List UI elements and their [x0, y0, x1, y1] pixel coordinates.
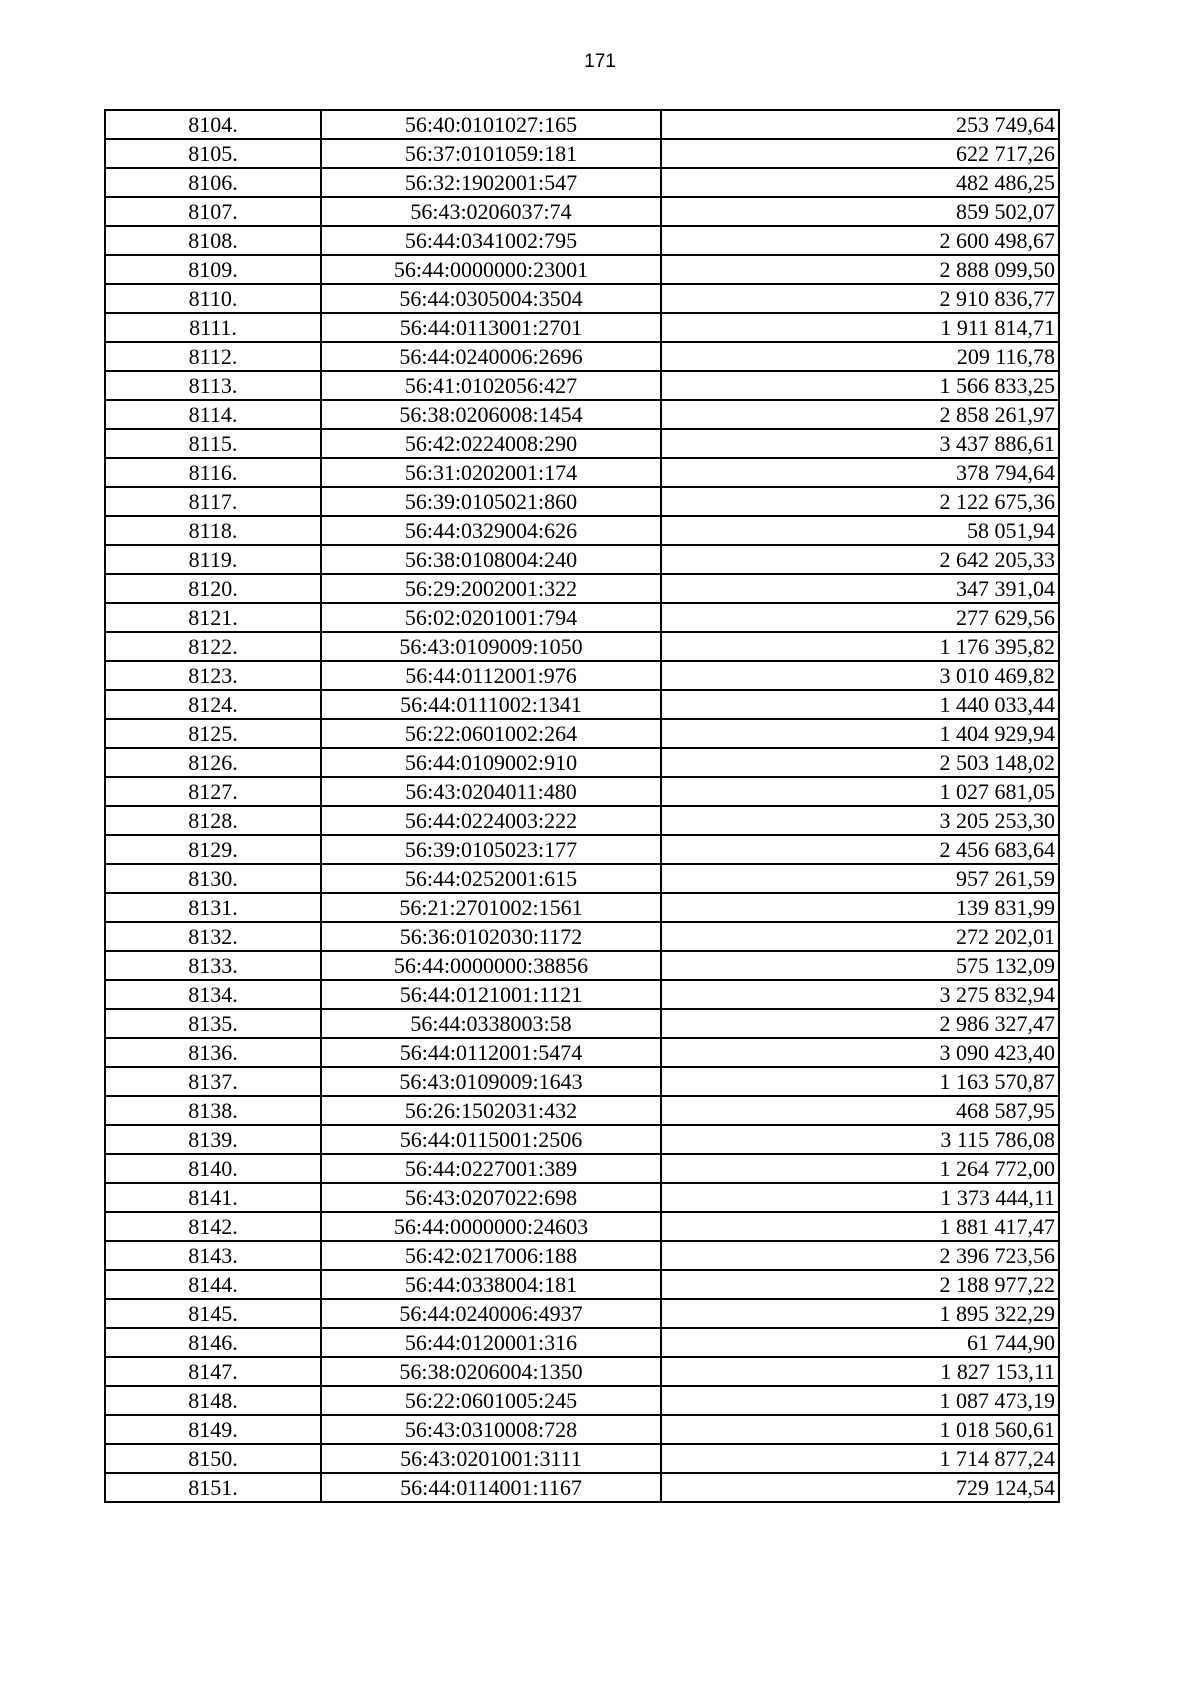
cadastral-number-cell: 56:44:0112001:976	[321, 661, 661, 690]
row-number-cell: 8110.	[105, 284, 321, 313]
row-number-cell: 8113.	[105, 371, 321, 400]
cadastral-number-cell: 56:36:0102030:1172	[321, 922, 661, 951]
table-row	[105, 1386, 1059, 1415]
row-number-cell: 8135.	[105, 1009, 321, 1038]
table-row	[105, 719, 1059, 748]
table-row	[105, 893, 1059, 922]
row-number-cell: 8130.	[105, 864, 321, 893]
row-number-cell: 8136.	[105, 1038, 321, 1067]
row-number-cell: 8146.	[105, 1328, 321, 1357]
row-number-cell: 8104.	[105, 110, 321, 139]
row-number-cell: 8127.	[105, 777, 321, 806]
row-number-cell: 8142.	[105, 1212, 321, 1241]
table-row	[105, 516, 1059, 545]
table-row	[105, 632, 1059, 661]
row-number-cell: 8114.	[105, 400, 321, 429]
cadastral-value-cell: 859 502,07	[661, 197, 1059, 226]
cadastral-number-cell: 56:44:0114001:1167	[321, 1473, 661, 1502]
table-row	[105, 429, 1059, 458]
cadastral-value-cell: 2 396 723,56	[661, 1241, 1059, 1270]
row-number-cell: 8131.	[105, 893, 321, 922]
cadastral-value-cell: 1 373 444,11	[661, 1183, 1059, 1212]
row-number-cell: 8108.	[105, 226, 321, 255]
row-number-cell: 8125.	[105, 719, 321, 748]
table-row	[105, 400, 1059, 429]
cadastral-value-cell: 2 858 261,97	[661, 400, 1059, 429]
cadastral-number-cell: 56:41:0102056:427	[321, 371, 661, 400]
cadastral-number-cell: 56:44:0252001:615	[321, 864, 661, 893]
cadastral-value-cell: 378 794,64	[661, 458, 1059, 487]
cadastral-value-cell: 253 749,64	[661, 110, 1059, 139]
cadastral-number-cell: 56:43:0310008:728	[321, 1415, 661, 1444]
table-row	[105, 313, 1059, 342]
cadastral-number-cell: 56:43:0207022:698	[321, 1183, 661, 1212]
row-number-cell: 8118.	[105, 516, 321, 545]
cadastral-number-cell: 56:44:0305004:3504	[321, 284, 661, 313]
cadastral-value-cell: 2 122 675,36	[661, 487, 1059, 516]
cadastral-number-cell: 56:39:0105023:177	[321, 835, 661, 864]
cadastral-number-cell: 56:32:1902001:547	[321, 168, 661, 197]
table-row	[105, 1125, 1059, 1154]
table-row	[105, 1241, 1059, 1270]
cadastral-number-cell: 56:43:0204011:480	[321, 777, 661, 806]
cadastral-value-cell: 1 895 322,29	[661, 1299, 1059, 1328]
row-number-cell: 8132.	[105, 922, 321, 951]
table-row	[105, 1067, 1059, 1096]
row-number-cell: 8133.	[105, 951, 321, 980]
cadastral-number-cell: 56:44:0111002:1341	[321, 690, 661, 719]
cadastral-value-cell: 3 010 469,82	[661, 661, 1059, 690]
table-row	[105, 139, 1059, 168]
table-row	[105, 1096, 1059, 1125]
table-row	[105, 951, 1059, 980]
cadastral-number-cell: 56:38:0206008:1454	[321, 400, 661, 429]
cadastral-number-cell: 56:44:0329004:626	[321, 516, 661, 545]
cadastral-value-cell: 1 881 417,47	[661, 1212, 1059, 1241]
cadastral-value-cell: 1 087 473,19	[661, 1386, 1059, 1415]
cadastral-number-cell: 56:37:0101059:181	[321, 139, 661, 168]
cadastral-value-cell: 468 587,95	[661, 1096, 1059, 1125]
cadastral-number-cell: 56:44:0240006:2696	[321, 342, 661, 371]
cadastral-value-cell: 2 503 148,02	[661, 748, 1059, 777]
cadastral-number-cell: 56:44:0000000:24603	[321, 1212, 661, 1241]
table-row	[105, 284, 1059, 313]
cadastral-value-cell: 209 116,78	[661, 342, 1059, 371]
table-row	[105, 922, 1059, 951]
row-number-cell: 8145.	[105, 1299, 321, 1328]
cadastral-number-cell: 56:02:0201001:794	[321, 603, 661, 632]
table-row	[105, 1154, 1059, 1183]
table-row	[105, 342, 1059, 371]
table-row	[105, 168, 1059, 197]
table-row	[105, 1009, 1059, 1038]
cadastral-value-cell: 1 911 814,71	[661, 313, 1059, 342]
row-number-cell: 8129.	[105, 835, 321, 864]
table-row	[105, 110, 1059, 139]
cadastral-value-cell: 1 440 033,44	[661, 690, 1059, 719]
table-row	[105, 777, 1059, 806]
cadastral-value-cell: 1 264 772,00	[661, 1154, 1059, 1183]
cadastral-value-cell: 58 051,94	[661, 516, 1059, 545]
table-row	[105, 545, 1059, 574]
table-row	[105, 1473, 1059, 1502]
row-number-cell: 8107.	[105, 197, 321, 226]
cadastral-value-cell: 1 163 570,87	[661, 1067, 1059, 1096]
cadastral-number-cell: 56:43:0109009:1050	[321, 632, 661, 661]
row-number-cell: 8123.	[105, 661, 321, 690]
cadastral-number-cell: 56:22:0601005:245	[321, 1386, 661, 1415]
cadastral-value-cell: 3 275 832,94	[661, 980, 1059, 1009]
cadastral-number-cell: 56:39:0105021:860	[321, 487, 661, 516]
table-row	[105, 255, 1059, 284]
cadastral-value-cell: 1 027 681,05	[661, 777, 1059, 806]
row-number-cell: 8117.	[105, 487, 321, 516]
cadastral-number-cell: 56:38:0108004:240	[321, 545, 661, 574]
row-number-cell: 8111.	[105, 313, 321, 342]
cadastral-number-cell: 56:38:0206004:1350	[321, 1357, 661, 1386]
table-row	[105, 980, 1059, 1009]
cadastral-number-cell: 56:44:0338003:58	[321, 1009, 661, 1038]
page-number: 171	[584, 51, 616, 72]
table-row	[105, 1038, 1059, 1067]
table-row	[105, 1183, 1059, 1212]
cadastral-value-cell: 3 115 786,08	[661, 1125, 1059, 1154]
row-number-cell: 8138.	[105, 1096, 321, 1125]
cadastral-number-cell: 56:44:0000000:23001	[321, 255, 661, 284]
cadastral-number-cell: 56:44:0341002:795	[321, 226, 661, 255]
cadastral-number-cell: 56:44:0240006:4937	[321, 1299, 661, 1328]
table-row	[105, 574, 1059, 603]
cadastral-value-cell: 1 714 877,24	[661, 1444, 1059, 1473]
table-row	[105, 371, 1059, 400]
cadastral-number-cell: 56:22:0601002:264	[321, 719, 661, 748]
table-row	[105, 690, 1059, 719]
cadastral-number-cell: 56:40:0101027:165	[321, 110, 661, 139]
row-number-cell: 8119.	[105, 545, 321, 574]
row-number-cell: 8147.	[105, 1357, 321, 1386]
cadastral-value-cell: 2 188 977,22	[661, 1270, 1059, 1299]
cadastral-value-cell: 2 910 836,77	[661, 284, 1059, 313]
cadastral-value-cell: 3 437 886,61	[661, 429, 1059, 458]
cadastral-number-cell: 56:44:0109002:910	[321, 748, 661, 777]
table-row	[105, 661, 1059, 690]
row-number-cell: 8143.	[105, 1241, 321, 1270]
cadastral-number-cell: 56:44:0224003:222	[321, 806, 661, 835]
table-row	[105, 1357, 1059, 1386]
cadastral-value-cell: 277 629,56	[661, 603, 1059, 632]
row-number-cell: 8109.	[105, 255, 321, 284]
cadastral-value-cell: 1 176 395,82	[661, 632, 1059, 661]
table-body	[105, 110, 1059, 1502]
row-number-cell: 8121.	[105, 603, 321, 632]
cadastral-number-cell: 56:43:0109009:1643	[321, 1067, 661, 1096]
table-row	[105, 226, 1059, 255]
table-row	[105, 864, 1059, 893]
cadastral-number-cell: 56:31:0202001:174	[321, 458, 661, 487]
row-number-cell: 8148.	[105, 1386, 321, 1415]
cadastral-number-cell: 56:44:0121001:1121	[321, 980, 661, 1009]
cadastral-value-cell: 2 642 205,33	[661, 545, 1059, 574]
row-number-cell: 8139.	[105, 1125, 321, 1154]
cadastral-value-cell: 1 566 833,25	[661, 371, 1059, 400]
row-number-cell: 8149.	[105, 1415, 321, 1444]
row-number-cell: 8137.	[105, 1067, 321, 1096]
row-number-cell: 8115.	[105, 429, 321, 458]
cadastral-value-cell: 729 124,54	[661, 1473, 1059, 1502]
table-row	[105, 835, 1059, 864]
row-number-cell: 8116.	[105, 458, 321, 487]
row-number-cell: 8124.	[105, 690, 321, 719]
cadastral-number-cell: 56:29:2002001:322	[321, 574, 661, 603]
cadastral-number-cell: 56:44:0000000:38856	[321, 951, 661, 980]
row-number-cell: 8141.	[105, 1183, 321, 1212]
cadastral-value-cell: 1 827 153,11	[661, 1357, 1059, 1386]
table-row	[105, 487, 1059, 516]
row-number-cell: 8126.	[105, 748, 321, 777]
cadastral-number-cell: 56:44:0115001:2506	[321, 1125, 661, 1154]
row-number-cell: 8120.	[105, 574, 321, 603]
cadastral-number-cell: 56:44:0120001:316	[321, 1328, 661, 1357]
cadastral-value-cell: 272 202,01	[661, 922, 1059, 951]
row-number-cell: 8151.	[105, 1473, 321, 1502]
cadastral-value-cell: 2 888 099,50	[661, 255, 1059, 284]
row-number-cell: 8122.	[105, 632, 321, 661]
cadastral-value-table-container	[104, 109, 1060, 1503]
cadastral-number-cell: 56:42:0224008:290	[321, 429, 661, 458]
cadastral-value-cell: 482 486,25	[661, 168, 1059, 197]
cadastral-value-cell: 2 600 498,67	[661, 226, 1059, 255]
table-row	[105, 1212, 1059, 1241]
cadastral-value-cell: 3 205 253,30	[661, 806, 1059, 835]
row-number-cell: 8144.	[105, 1270, 321, 1299]
cadastral-number-cell: 56:42:0217006:188	[321, 1241, 661, 1270]
cadastral-number-cell: 56:44:0112001:5474	[321, 1038, 661, 1067]
table-row	[105, 1270, 1059, 1299]
cadastral-number-cell: 56:21:2701002:1561	[321, 893, 661, 922]
row-number-cell: 8128.	[105, 806, 321, 835]
cadastral-value-cell: 1 404 929,94	[661, 719, 1059, 748]
table-row	[105, 1299, 1059, 1328]
cadastral-value-table	[104, 109, 1060, 1503]
table-row	[105, 458, 1059, 487]
cadastral-number-cell: 56:44:0227001:389	[321, 1154, 661, 1183]
row-number-cell: 8106.	[105, 168, 321, 197]
row-number-cell: 8150.	[105, 1444, 321, 1473]
cadastral-value-cell: 575 132,09	[661, 951, 1059, 980]
row-number-cell: 8134.	[105, 980, 321, 1009]
cadastral-number-cell: 56:44:0113001:2701	[321, 313, 661, 342]
table-row	[105, 748, 1059, 777]
cadastral-number-cell: 56:44:0338004:181	[321, 1270, 661, 1299]
cadastral-number-cell: 56:43:0201001:3111	[321, 1444, 661, 1473]
table-row	[105, 1444, 1059, 1473]
row-number-cell: 8112.	[105, 342, 321, 371]
table-row	[105, 197, 1059, 226]
cadastral-value-cell: 139 831,99	[661, 893, 1059, 922]
cadastral-value-cell: 2 986 327,47	[661, 1009, 1059, 1038]
cadastral-value-cell: 957 261,59	[661, 864, 1059, 893]
cadastral-value-cell: 61 744,90	[661, 1328, 1059, 1357]
row-number-cell: 8105.	[105, 139, 321, 168]
cadastral-value-cell: 3 090 423,40	[661, 1038, 1059, 1067]
cadastral-value-cell: 347 391,04	[661, 574, 1059, 603]
table-row	[105, 603, 1059, 632]
cadastral-number-cell: 56:26:1502031:432	[321, 1096, 661, 1125]
cadastral-value-cell: 2 456 683,64	[661, 835, 1059, 864]
row-number-cell: 8140.	[105, 1154, 321, 1183]
table-row	[105, 1415, 1059, 1444]
cadastral-number-cell: 56:43:0206037:74	[321, 197, 661, 226]
cadastral-value-cell: 1 018 560,61	[661, 1415, 1059, 1444]
cadastral-value-cell: 622 717,26	[661, 139, 1059, 168]
table-row	[105, 806, 1059, 835]
table-row	[105, 1328, 1059, 1357]
